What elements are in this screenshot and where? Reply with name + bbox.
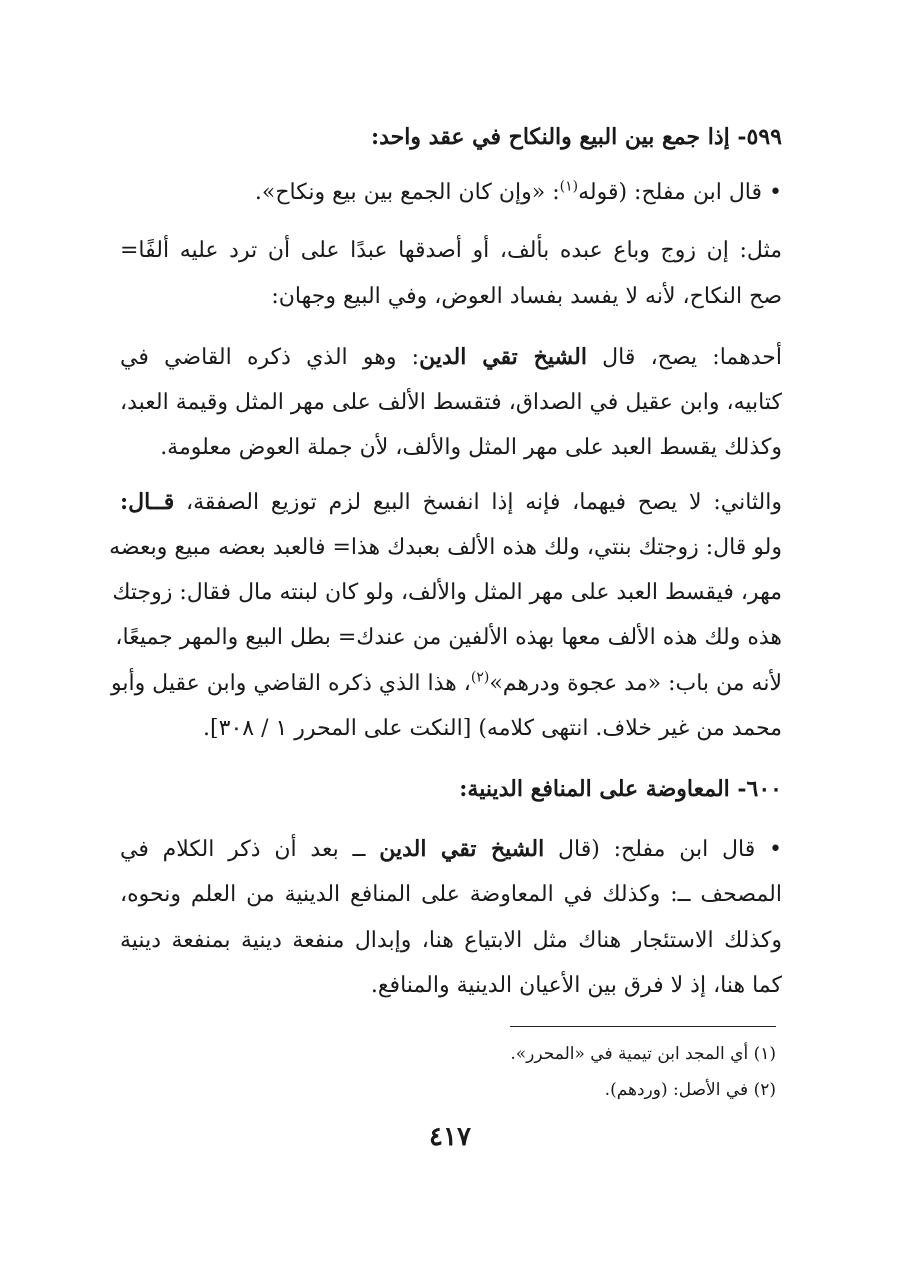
first-view-lead: أحدهما: يصح، قال (602, 345, 782, 370)
sheikh-name: الشيخ تقي الدين (419, 344, 587, 370)
second-view-line: ولو قال: زوجتك بنتي، ولك هذه الألف بعبدك هذا= فالعبد بعضه مبيع وبعضه (109, 535, 782, 560)
second-view-line: محمد من غير خلاف. انتهى كلامه) [النكت على المحرر ١ / ٣٠٨]. (203, 716, 782, 741)
section-600-heading: ٦٠٠- المعاوضة على المنافع الدينية: (459, 776, 782, 802)
footnote-2: (٢) في الأصل: (وردهم). (604, 1080, 776, 1100)
second-view-text: والثاني: لا يصح فيهما، فإنه إذا انفسخ البيع لزم توزيع الصفقة، (186, 490, 782, 515)
example-line: مثل: إن زوج وباع عبده بألف، أو أصدقها عبدًا على أن ترد عليه ألفًا= (120, 238, 782, 263)
first-view-line: وكذلك يقسط العبد على مهر المثل والألف، لأن جملة العوض معلومة. (160, 435, 782, 460)
section-600-lead: • قال ابن مفلح: (قال (558, 837, 782, 862)
line-before: لأنه من باب: «مد عجوة ودرهم» (489, 671, 782, 696)
footnote-ref-2[interactable]: (٢) (470, 669, 490, 686)
section-600-line: كما هنا، إذ لا فرق بين الأعيان الدينية والمنافع. (370, 973, 782, 998)
quote-line (120, 178, 782, 208)
footnote-1: (١) أي المجد ابن تيمية في «المحرر». (510, 1044, 776, 1064)
quote-after: : «وإن كان الجمع بين بيع ونكاح». (254, 180, 560, 205)
first-view-rest: : وهو الذي ذكره القاضي في (120, 345, 420, 370)
second-view-line (110, 669, 782, 699)
page-number: ٤١٧ (429, 1122, 471, 1152)
qaal-label: قــال: (120, 489, 175, 515)
section-600-rest: ــ بعد أن ذكر الكلام في (120, 837, 380, 862)
section-600-line: المصحف ــ: وكذلك في المعاوضة على المنافع الدينية من العلم ونحوه، (120, 882, 782, 907)
second-view-line: هذه ولك هذه الألف معها بهذه الألفين من عندك= بطل البيع والمهر جميعًا، (115, 625, 782, 650)
first-view-line: كتابيه، وابن عقيل في الصداق، فتقسط الألف على مهر المثل وقيمة العبد، (120, 390, 783, 415)
second-view-line: مهر، فيقسط العبد على مهر المثل والألف، ولو كان لبنته مال فقال: زوجتك (112, 580, 782, 605)
footnote-separator (510, 1026, 776, 1027)
second-view-line (120, 487, 782, 518)
quote-before: • قال ابن مفلح: (قوله (578, 180, 782, 205)
line-after: ، هذا الذي ذكره القاضي وابن عقيل وأبو (110, 671, 471, 696)
section-599-heading: ٥٩٩- إذا جمع بين البيع والنكاح في عقد واحد: (370, 124, 782, 150)
example-line: صح النكاح، لأنه لا يفسد بفساد العوض، وفي البيع وجهان: (271, 284, 782, 309)
section-600-line (120, 834, 782, 865)
first-view-line (120, 342, 782, 373)
sheikh-name: الشيخ تقي الدين (379, 836, 545, 862)
footnote-ref-1[interactable]: (١) (559, 178, 579, 195)
section-600-line: وكذلك الاستئجار هناك مثل الابتياع هنا، وإبدال منفعة دينية بمنفعة دينية (120, 928, 782, 953)
